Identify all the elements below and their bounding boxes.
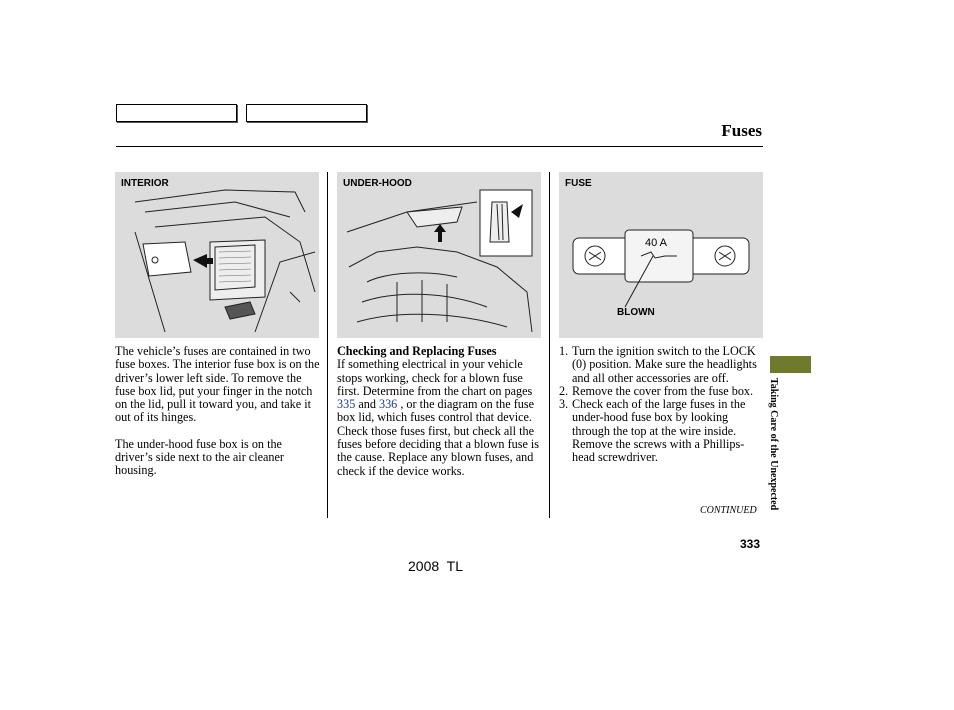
column-2 (337, 345, 542, 478)
underhood-label: UNDER-HOOD (343, 178, 412, 189)
page-link-336[interactable]: 336 (378, 397, 398, 412)
continued-label: CONTINUED (700, 505, 757, 516)
section-tab (770, 356, 811, 373)
column-divider-2 (549, 172, 550, 518)
fuse-rating: 40 A (645, 237, 668, 249)
underhood-figure (337, 172, 541, 338)
underhood-illustration (337, 172, 541, 338)
column2-paragraph: If something electrical in your vehicle stops working, check for a blown fuse first. Determine from the chart on pages 335 and 336 , or the diagram on the fuse box lid, which fuses control that device. Check those fuses first, but check all the fuses before deciding that a blown fuse is the cause. Replace any blown fuses, and check if the device works. (337, 357, 540, 478)
blown-callout: BLOWN (617, 307, 655, 318)
column-1 (115, 345, 320, 478)
step-item: 1. Turn the ignition switch to the LOCK (0) position. Make sure the headlights and all other accessories are off. (559, 344, 757, 385)
column2-heading: Checking and Replacing Fuses (337, 344, 497, 358)
interior-illustration (115, 172, 319, 338)
page-link-335[interactable]: 335 (337, 397, 356, 412)
interior-label: INTERIOR (121, 178, 169, 189)
steps-list (559, 345, 763, 465)
header-rule (116, 146, 763, 147)
column-3 (559, 345, 763, 465)
fuse-figure (559, 172, 763, 338)
column1-paragraph-1: The vehicle’s fuses are contained in two fuse boxes. The interior fuse box is on the driver’s lower left side. To remove the fuse box lid, put your finger in the notch on the lid, pull it toward you, and take it out of its hinges. (115, 344, 320, 425)
model-footer: 2008 TL (408, 558, 464, 574)
section-sidebar-label: Taking Care of the Unexpected (768, 378, 779, 511)
step-item: 3. Check each of the large fuses in the under-hood fuse box by looking through the top at the wire inside. Remove the screws with a Phillips-head screwdriver. (559, 397, 746, 465)
page-number: 333 (740, 537, 761, 551)
fuse-illustration (559, 172, 763, 338)
nav-button-2[interactable] (246, 104, 367, 122)
column-divider-1 (327, 172, 328, 518)
fuse-label: FUSE (565, 178, 592, 189)
nav-button-1[interactable] (116, 104, 237, 122)
page-title: Fuses (721, 121, 762, 140)
interior-figure (115, 172, 319, 338)
column1-paragraph-2: The under-hood fuse box is on the driver’s side next to the air cleaner housing. (115, 436, 284, 478)
step-item: 2. Remove the cover from the fuse box. (559, 383, 754, 398)
